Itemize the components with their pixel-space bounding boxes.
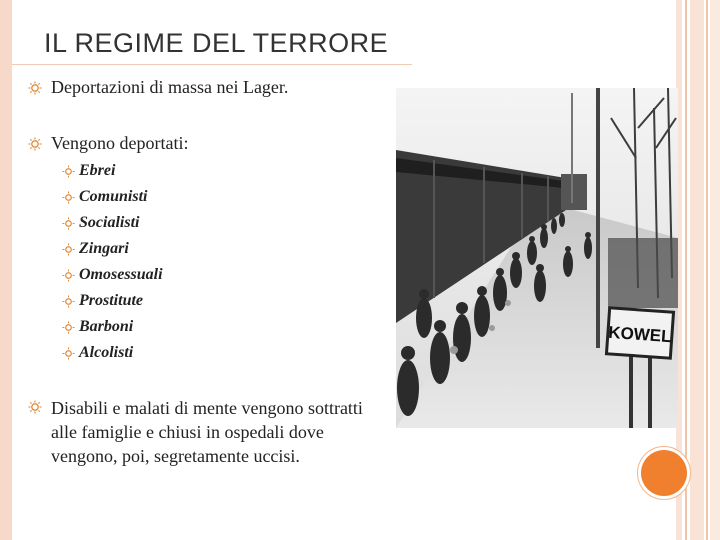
list-item-label: Prostitute xyxy=(79,292,144,309)
bullet-text: Vengono deportati: xyxy=(51,133,189,153)
list-item xyxy=(62,314,163,340)
kowel-sign-text: KOWEL xyxy=(607,322,673,347)
bullet-item xyxy=(28,77,288,98)
slide-title: IL REGIME DEL TERRORE xyxy=(44,28,389,58)
sun-bullet-icon xyxy=(62,269,75,282)
list-item-label: Ebrei xyxy=(79,162,116,179)
list-item-label: Barboni xyxy=(79,318,134,335)
sun-bullet-icon xyxy=(62,321,75,334)
sun-bullet-icon xyxy=(28,137,42,151)
list-item-label: Socialisti xyxy=(79,214,140,231)
bullet-item xyxy=(28,396,391,468)
sun-bullet-icon xyxy=(62,243,75,256)
deportation-photo xyxy=(396,88,678,428)
list-item-label: Alcolisti xyxy=(79,344,134,361)
list-item xyxy=(62,340,163,366)
list-item xyxy=(62,184,163,210)
sun-bullet-icon xyxy=(62,217,75,230)
bullet-item xyxy=(28,133,188,154)
deported-groups-list xyxy=(62,158,163,366)
list-item xyxy=(62,262,163,288)
title-divider xyxy=(12,64,412,65)
sun-bullet-icon xyxy=(28,81,42,95)
bullet-text: Deportazioni di massa nei Lager. xyxy=(51,77,289,97)
list-item-label: Zingari xyxy=(79,240,129,257)
sun-bullet-icon xyxy=(28,400,42,414)
sun-bullet-icon xyxy=(62,191,75,204)
bullet-text: Disabili e malati di mente vengono sottratti alle famiglie e chiusi in ospedali dove vengono, poi, segretamente uccisi. xyxy=(51,398,363,466)
sun-bullet-icon xyxy=(62,347,75,360)
sun-bullet-icon xyxy=(62,295,75,308)
list-item xyxy=(62,210,163,236)
list-item xyxy=(62,158,163,184)
list-item xyxy=(62,236,163,262)
list-item-label: Omosessuali xyxy=(79,266,163,283)
sun-bullet-icon xyxy=(62,165,75,178)
slide-left-border xyxy=(0,0,12,540)
decorative-orange-circle xyxy=(641,450,687,496)
list-item-label: Comunisti xyxy=(79,188,148,205)
list-item xyxy=(62,288,163,314)
